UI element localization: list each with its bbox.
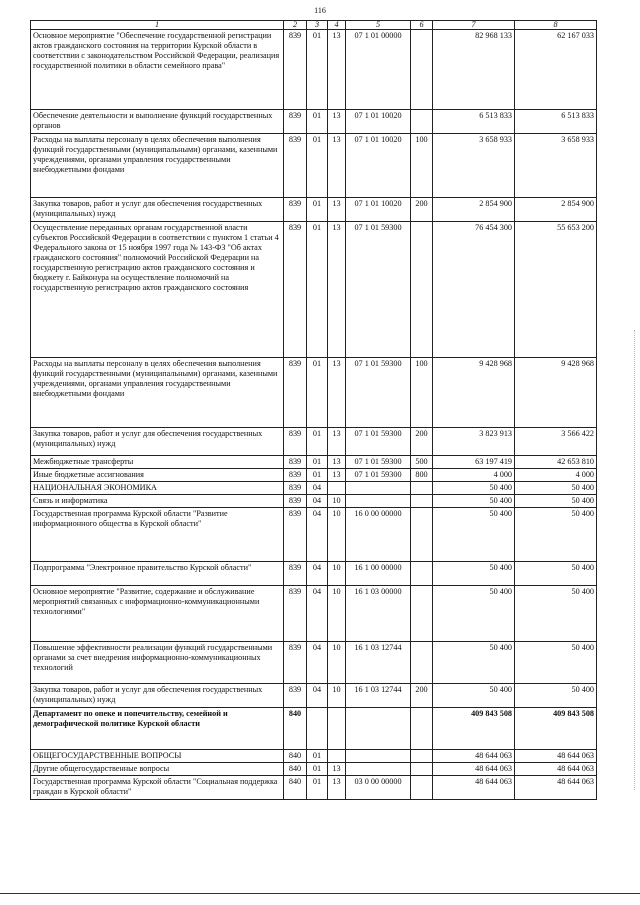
subsection-code-cell: 13 bbox=[328, 358, 346, 428]
expense-type-cell bbox=[411, 482, 433, 495]
expense-type-cell: 100 bbox=[411, 134, 433, 198]
target-article-cell: 07 1 01 10020 bbox=[346, 110, 411, 134]
amount-executed-cell: 50 400 bbox=[515, 495, 597, 508]
section-code-cell: 01 bbox=[307, 776, 328, 800]
amount-approved-cell: 6 513 833 bbox=[433, 110, 515, 134]
table-row bbox=[31, 562, 597, 586]
expense-type-cell: 800 bbox=[411, 469, 433, 482]
expense-type-cell: 200 bbox=[411, 428, 433, 456]
section-code-cell: 01 bbox=[307, 358, 328, 428]
ministry-code-cell: 839 bbox=[284, 482, 307, 495]
section-code-cell: 01 bbox=[307, 763, 328, 776]
ministry-code-cell: 839 bbox=[284, 222, 307, 358]
table-row bbox=[31, 134, 597, 198]
ministry-code-cell: 839 bbox=[284, 469, 307, 482]
section-code-cell: 04 bbox=[307, 684, 328, 708]
amount-approved-cell: 9 428 968 bbox=[433, 358, 515, 428]
table-row bbox=[31, 428, 597, 456]
ministry-code-cell: 839 bbox=[284, 30, 307, 110]
subsection-code-cell: 10 bbox=[328, 495, 346, 508]
amount-executed-cell: 50 400 bbox=[515, 642, 597, 684]
subsection-code-cell: 10 bbox=[328, 684, 346, 708]
row-name-cell: Закупка товаров, работ и услуг для обеспечения государственных (муниципальных) нужд bbox=[31, 198, 284, 222]
amount-executed-cell: 6 513 833 bbox=[515, 110, 597, 134]
section-code-cell: 04 bbox=[307, 495, 328, 508]
target-article-cell bbox=[346, 708, 411, 750]
subsection-code-cell bbox=[328, 750, 346, 763]
table-row bbox=[31, 763, 597, 776]
section-code-cell: 01 bbox=[307, 110, 328, 134]
subsection-code-cell bbox=[328, 708, 346, 750]
amount-approved-cell: 50 400 bbox=[433, 495, 515, 508]
table-body bbox=[31, 30, 597, 800]
section-code-cell: 01 bbox=[307, 428, 328, 456]
subsection-code-cell bbox=[328, 482, 346, 495]
target-article-cell: 07 1 01 10020 bbox=[346, 198, 411, 222]
row-name-cell: НАЦИОНАЛЬНАЯ ЭКОНОМИКА bbox=[31, 482, 284, 495]
section-code-cell: 01 bbox=[307, 750, 328, 763]
amount-approved-cell: 50 400 bbox=[433, 508, 515, 562]
table-row bbox=[31, 750, 597, 763]
expense-type-cell: 100 bbox=[411, 358, 433, 428]
amount-approved-cell: 50 400 bbox=[433, 562, 515, 586]
amount-approved-cell: 4 000 bbox=[433, 469, 515, 482]
row-name-cell: Осуществление переданных органам государственной власти субъектов Российской Федерации в соответствии с пунктом 1 статьи 4 Федерального закона от 15 ноября 1997 года № 143-ФЗ "Об актах гражданского состояния" полномочий Российской Федерации на государственную регистрацию актов гражданского состояния и бюджету г. Байконура на осуществление полномочий на государственную регистрацию актов гражданского состояния bbox=[31, 222, 284, 358]
row-name-cell: Государственная программа Курской области "Социальная поддержка граждан в Курской области" bbox=[31, 776, 284, 800]
subsection-code-cell: 13 bbox=[328, 134, 346, 198]
ministry-code-cell: 839 bbox=[284, 495, 307, 508]
ministry-code-cell: 839 bbox=[284, 428, 307, 456]
amount-executed-cell: 50 400 bbox=[515, 586, 597, 642]
row-name-cell: Расходы на выплаты персоналу в целях обеспечения выполнения функций государственными (муниципальными) органами, казенными учреждениями, органами управления государственными внебюджетными фондами bbox=[31, 358, 284, 428]
expense-type-cell: 500 bbox=[411, 456, 433, 469]
column-number: 7 bbox=[433, 21, 515, 30]
row-name-cell: Повышение эффективности реализации функций государственными органами за счет внедрения информационно-коммуникационных технологий bbox=[31, 642, 284, 684]
ministry-code-cell: 840 bbox=[284, 763, 307, 776]
column-number: 2 bbox=[284, 21, 307, 30]
ministry-code-cell: 840 bbox=[284, 750, 307, 763]
ministry-code-cell: 839 bbox=[284, 198, 307, 222]
amount-approved-cell: 50 400 bbox=[433, 586, 515, 642]
subsection-code-cell: 10 bbox=[328, 642, 346, 684]
target-article-cell bbox=[346, 495, 411, 508]
section-code-cell bbox=[307, 708, 328, 750]
subsection-code-cell: 13 bbox=[328, 776, 346, 800]
table-row bbox=[31, 469, 597, 482]
table-row bbox=[31, 110, 597, 134]
table-row bbox=[31, 684, 597, 708]
table-row bbox=[31, 456, 597, 469]
amount-approved-cell: 2 854 900 bbox=[433, 198, 515, 222]
section-code-cell: 04 bbox=[307, 586, 328, 642]
amount-executed-cell: 50 400 bbox=[515, 482, 597, 495]
ministry-code-cell: 840 bbox=[284, 776, 307, 800]
target-article-cell: 16 0 00 00000 bbox=[346, 508, 411, 562]
subsection-code-cell: 10 bbox=[328, 562, 346, 586]
target-article-cell: 07 1 01 59300 bbox=[346, 456, 411, 469]
column-number: 4 bbox=[328, 21, 346, 30]
column-number-row bbox=[31, 21, 597, 30]
subsection-code-cell: 13 bbox=[328, 428, 346, 456]
table-row bbox=[31, 586, 597, 642]
expense-type-cell bbox=[411, 763, 433, 776]
target-article-cell bbox=[346, 750, 411, 763]
expense-type-cell bbox=[411, 708, 433, 750]
amount-approved-cell: 50 400 bbox=[433, 684, 515, 708]
expense-type-cell bbox=[411, 562, 433, 586]
amount-executed-cell: 50 400 bbox=[515, 562, 597, 586]
target-article-cell: 07 1 01 59300 bbox=[346, 428, 411, 456]
ministry-code-cell: 839 bbox=[284, 642, 307, 684]
row-name-cell: Иные бюджетные ассигнования bbox=[31, 469, 284, 482]
section-code-cell: 01 bbox=[307, 222, 328, 358]
section-code-cell: 04 bbox=[307, 642, 328, 684]
page-bottom-rule bbox=[0, 893, 640, 894]
subsection-code-cell: 10 bbox=[328, 586, 346, 642]
amount-executed-cell: 3 658 933 bbox=[515, 134, 597, 198]
amount-approved-cell: 48 644 063 bbox=[433, 750, 515, 763]
table-row bbox=[31, 30, 597, 110]
amount-executed-cell: 55 653 200 bbox=[515, 222, 597, 358]
table-row bbox=[31, 508, 597, 562]
amount-executed-cell: 48 644 063 bbox=[515, 763, 597, 776]
row-name-cell: Расходы на выплаты персоналу в целях обеспечения выполнения функций государственными (муниципальными) органами, казенными учреждениями, органами управления государственными внебюджетными фондами bbox=[31, 134, 284, 198]
section-code-cell: 04 bbox=[307, 508, 328, 562]
row-name-cell: Департамент по опеке и попечительству, семейной и демографической политике Курской области bbox=[31, 708, 284, 750]
column-number: 1 bbox=[31, 21, 284, 30]
section-code-cell: 01 bbox=[307, 30, 328, 110]
ministry-code-cell: 839 bbox=[284, 508, 307, 562]
target-article-cell: 16 1 00 00000 bbox=[346, 562, 411, 586]
amount-approved-cell: 63 197 419 bbox=[433, 456, 515, 469]
ministry-code-cell: 839 bbox=[284, 586, 307, 642]
table-row bbox=[31, 222, 597, 358]
expense-type-cell bbox=[411, 110, 433, 134]
target-article-cell: 07 1 01 10020 bbox=[346, 134, 411, 198]
expense-type-cell bbox=[411, 30, 433, 110]
row-name-cell: Обеспечение деятельности и выполнение функций государственных органов bbox=[31, 110, 284, 134]
subsection-code-cell: 13 bbox=[328, 30, 346, 110]
section-code-cell: 01 bbox=[307, 134, 328, 198]
page-number: 116 bbox=[314, 6, 326, 15]
subsection-code-cell: 10 bbox=[328, 508, 346, 562]
row-name-cell: Подпрограмма "Электронное правительство Курской области" bbox=[31, 562, 284, 586]
ministry-code-cell: 839 bbox=[284, 110, 307, 134]
expense-type-cell: 200 bbox=[411, 198, 433, 222]
table-row bbox=[31, 708, 597, 750]
target-article-cell: 07 1 01 00000 bbox=[346, 30, 411, 110]
amount-executed-cell: 42 653 810 bbox=[515, 456, 597, 469]
column-number: 6 bbox=[411, 21, 433, 30]
ministry-code-cell: 839 bbox=[284, 684, 307, 708]
amount-executed-cell: 48 644 063 bbox=[515, 776, 597, 800]
expense-type-cell bbox=[411, 495, 433, 508]
subsection-code-cell: 13 bbox=[328, 110, 346, 134]
table-row bbox=[31, 358, 597, 428]
ministry-code-cell: 840 bbox=[284, 708, 307, 750]
table-row bbox=[31, 198, 597, 222]
row-name-cell: Основное мероприятие "Обеспечение государственной регистрации актов гражданского состояния на территории Курской области в соответствии с законодательством Российской Федерации, реализация государственной политики в области семейного права" bbox=[31, 30, 284, 110]
table-row bbox=[31, 776, 597, 800]
amount-executed-cell: 409 843 508 bbox=[515, 708, 597, 750]
ministry-code-cell: 839 bbox=[284, 456, 307, 469]
amount-approved-cell: 76 454 300 bbox=[433, 222, 515, 358]
target-article-cell bbox=[346, 763, 411, 776]
target-article-cell: 03 0 00 00000 bbox=[346, 776, 411, 800]
amount-approved-cell: 409 843 508 bbox=[433, 708, 515, 750]
amount-executed-cell: 50 400 bbox=[515, 508, 597, 562]
expense-type-cell bbox=[411, 508, 433, 562]
target-article-cell: 16 1 03 12744 bbox=[346, 642, 411, 684]
row-name-cell: Закупка товаров, работ и услуг для обеспечения государственных (муниципальных) нужд bbox=[31, 428, 284, 456]
expense-type-cell bbox=[411, 586, 433, 642]
target-article-cell: 16 1 03 00000 bbox=[346, 586, 411, 642]
section-code-cell: 01 bbox=[307, 198, 328, 222]
section-code-cell: 04 bbox=[307, 482, 328, 495]
amount-executed-cell: 50 400 bbox=[515, 684, 597, 708]
row-name-cell: Связь и информатика bbox=[31, 495, 284, 508]
column-number: 8 bbox=[515, 21, 597, 30]
target-article-cell: 07 1 01 59300 bbox=[346, 222, 411, 358]
amount-executed-cell: 2 854 900 bbox=[515, 198, 597, 222]
amount-executed-cell: 48 644 063 bbox=[515, 750, 597, 763]
target-article-cell: 16 1 03 12744 bbox=[346, 684, 411, 708]
amount-approved-cell: 50 400 bbox=[433, 642, 515, 684]
amount-executed-cell: 4 000 bbox=[515, 469, 597, 482]
subsection-code-cell: 13 bbox=[328, 763, 346, 776]
ministry-code-cell: 839 bbox=[284, 562, 307, 586]
subsection-code-cell: 13 bbox=[328, 222, 346, 358]
column-number: 5 bbox=[346, 21, 411, 30]
budget-table bbox=[30, 20, 597, 800]
section-code-cell: 01 bbox=[307, 469, 328, 482]
target-article-cell: 07 1 01 59300 bbox=[346, 469, 411, 482]
table-row bbox=[31, 642, 597, 684]
amount-approved-cell: 82 968 133 bbox=[433, 30, 515, 110]
amount-approved-cell: 3 658 933 bbox=[433, 134, 515, 198]
row-name-cell: Закупка товаров, работ и услуг для обеспечения государственных (муниципальных) нужд bbox=[31, 684, 284, 708]
expense-type-cell bbox=[411, 642, 433, 684]
subsection-code-cell: 13 bbox=[328, 198, 346, 222]
row-name-cell: Другие общегосударственные вопросы bbox=[31, 763, 284, 776]
target-article-cell: 07 1 01 59300 bbox=[346, 358, 411, 428]
amount-approved-cell: 48 644 063 bbox=[433, 776, 515, 800]
amount-executed-cell: 62 167 033 bbox=[515, 30, 597, 110]
expense-type-cell bbox=[411, 750, 433, 763]
expense-type-cell: 200 bbox=[411, 684, 433, 708]
row-name-cell: Основное мероприятие "Развитие, содержание и обслуживание мероприятий связанных с информационно-коммуникационными технологиями" bbox=[31, 586, 284, 642]
subsection-code-cell: 13 bbox=[328, 456, 346, 469]
scan-artifact bbox=[634, 330, 636, 790]
row-name-cell: Межбюджетные трансферты bbox=[31, 456, 284, 469]
amount-executed-cell: 3 566 422 bbox=[515, 428, 597, 456]
amount-executed-cell: 9 428 968 bbox=[515, 358, 597, 428]
amount-approved-cell: 48 644 063 bbox=[433, 763, 515, 776]
expense-type-cell bbox=[411, 222, 433, 358]
section-code-cell: 04 bbox=[307, 562, 328, 586]
section-code-cell: 01 bbox=[307, 456, 328, 469]
row-name-cell: ОБЩЕГОСУДАРСТВЕННЫЕ ВОПРОСЫ bbox=[31, 750, 284, 763]
amount-approved-cell: 50 400 bbox=[433, 482, 515, 495]
target-article-cell bbox=[346, 482, 411, 495]
ministry-code-cell: 839 bbox=[284, 134, 307, 198]
ministry-code-cell: 839 bbox=[284, 358, 307, 428]
expense-type-cell bbox=[411, 776, 433, 800]
column-number: 3 bbox=[307, 21, 328, 30]
amount-approved-cell: 3 823 913 bbox=[433, 428, 515, 456]
row-name-cell: Государственная программа Курской области "Развитие информационного общества в Курской области" bbox=[31, 508, 284, 562]
subsection-code-cell: 13 bbox=[328, 469, 346, 482]
table-row bbox=[31, 482, 597, 495]
table-row bbox=[31, 495, 597, 508]
